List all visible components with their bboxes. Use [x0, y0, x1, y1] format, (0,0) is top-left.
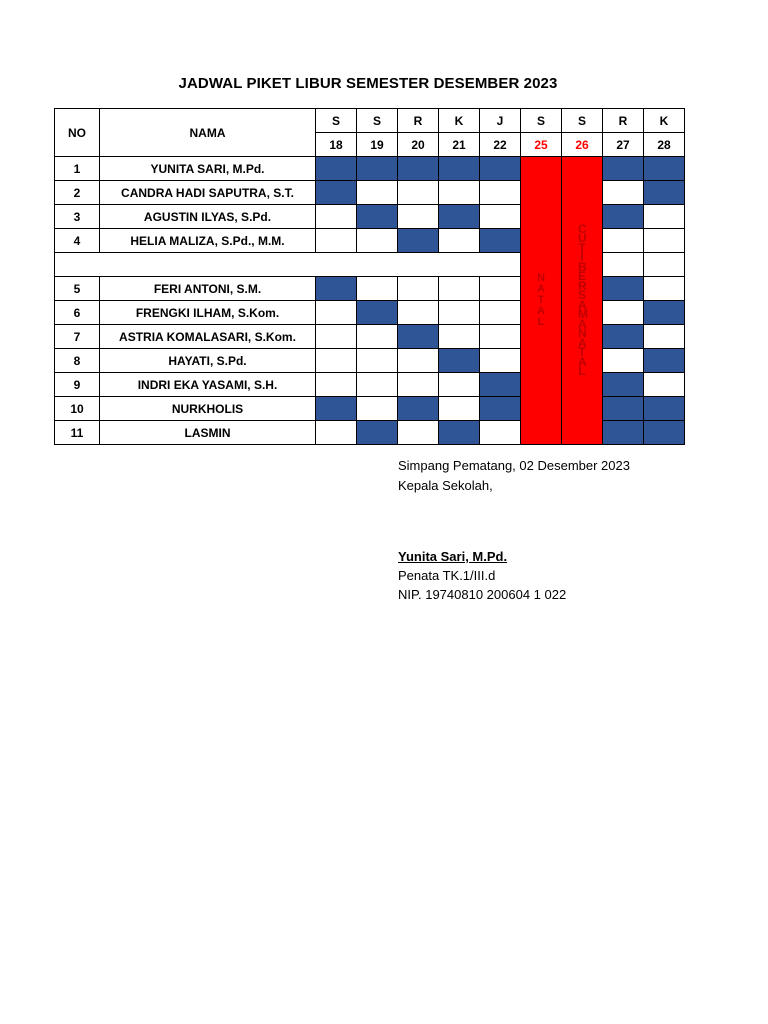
staff-name: FRENGKI ILHAM, S.Kom. [100, 301, 316, 325]
duty-cell [398, 349, 439, 373]
duty-cell [439, 229, 480, 253]
duty-cell [398, 157, 439, 181]
duty-cell [603, 181, 644, 205]
holiday-natal-cell [521, 157, 562, 445]
duty-cell [357, 205, 398, 229]
duty-cell [316, 397, 357, 421]
duty-cell [439, 181, 480, 205]
duty-cell [480, 301, 521, 325]
duty-cell [480, 349, 521, 373]
staff-name: FERI ANTONI, S.M. [100, 277, 316, 301]
staff-name: HELIA MALIZA, S.Pd., M.M. [100, 229, 316, 253]
date-header: 22 [480, 133, 521, 157]
duty-cell [480, 397, 521, 421]
date-header-holiday: 26 [562, 133, 603, 157]
duty-cell [603, 277, 644, 301]
duty-cell [439, 277, 480, 301]
row-number: 4 [55, 229, 100, 253]
date-header: 21 [439, 133, 480, 157]
duty-cell [480, 421, 521, 445]
staff-name: INDRI EKA YASAMI, S.H. [100, 373, 316, 397]
duty-cell [398, 205, 439, 229]
duty-cell [316, 421, 357, 445]
day-header: S [357, 109, 398, 133]
duty-cell [603, 253, 644, 277]
duty-cell [644, 277, 685, 301]
duty-cell [603, 397, 644, 421]
duty-cell [603, 349, 644, 373]
row-number: 8 [55, 349, 100, 373]
duty-cell [357, 277, 398, 301]
duty-cell [398, 373, 439, 397]
header-no: NO [55, 109, 100, 157]
date-header: 27 [603, 133, 644, 157]
holiday-natal-label: N A T A L [537, 272, 545, 328]
duty-cell [398, 181, 439, 205]
duty-cell [603, 157, 644, 181]
duty-cell [357, 397, 398, 421]
duty-cell [357, 373, 398, 397]
page-title: JADWAL PIKET LIBUR SEMESTER DESEMBER 2023 [178, 75, 558, 92]
duty-cell [644, 253, 685, 277]
duty-cell [316, 157, 357, 181]
duty-cell [316, 373, 357, 397]
duty-schedule-table [54, 108, 685, 445]
row-number: 9 [55, 373, 100, 397]
date-header: 28 [644, 133, 685, 157]
row-number: 3 [55, 205, 100, 229]
staff-name: YUNITA SARI, M.Pd. [100, 157, 316, 181]
duty-cell [316, 325, 357, 349]
date-header-holiday: 25 [521, 133, 562, 157]
duty-cell [644, 301, 685, 325]
duty-cell [480, 205, 521, 229]
row-number: 7 [55, 325, 100, 349]
duty-cell [644, 229, 685, 253]
staff-name: LASMIN [100, 421, 316, 445]
row-number: 6 [55, 301, 100, 325]
duty-cell [603, 373, 644, 397]
duty-cell [398, 301, 439, 325]
duty-cell [316, 205, 357, 229]
header-nama: NAMA [100, 109, 316, 157]
duty-cell [644, 205, 685, 229]
day-header: J [480, 109, 521, 133]
separator-row-cell [55, 253, 521, 277]
duty-cell [398, 229, 439, 253]
duty-cell [644, 157, 685, 181]
duty-cell [357, 301, 398, 325]
day-header: R [603, 109, 644, 133]
duty-cell [316, 181, 357, 205]
staff-name: NURKHOLIS [100, 397, 316, 421]
duty-cell [603, 229, 644, 253]
staff-name: AGUSTIN ILYAS, S.Pd. [100, 205, 316, 229]
day-header: K [644, 109, 685, 133]
duty-cell [644, 421, 685, 445]
duty-cell [603, 205, 644, 229]
duty-cell [316, 277, 357, 301]
staff-name: CANDRA HADI SAPUTRA, S.T. [100, 181, 316, 205]
duty-cell [603, 325, 644, 349]
row-number: 10 [55, 397, 100, 421]
day-header: K [439, 109, 480, 133]
row-number: 2 [55, 181, 100, 205]
duty-cell [398, 421, 439, 445]
duty-cell [398, 397, 439, 421]
duty-cell [316, 229, 357, 253]
duty-cell [439, 205, 480, 229]
duty-cell [603, 421, 644, 445]
duty-cell [480, 181, 521, 205]
duty-cell [439, 373, 480, 397]
holiday-cuti-bersama-label: C U T I B E R S A M A N A T A L [578, 221, 597, 378]
duty-cell [316, 349, 357, 373]
duty-cell [439, 349, 480, 373]
duty-cell [480, 373, 521, 397]
staff-name: ASTRIA KOMALASARI, S.Kom. [100, 325, 316, 349]
staff-name: HAYATI, S.Pd. [100, 349, 316, 373]
duty-cell [357, 325, 398, 349]
signature-position: Kepala Sekolah, [398, 478, 493, 493]
duty-cell [439, 157, 480, 181]
duty-cell [480, 277, 521, 301]
duty-cell [439, 325, 480, 349]
duty-cell [357, 349, 398, 373]
row-number: 5 [55, 277, 100, 301]
duty-cell [644, 373, 685, 397]
duty-cell [439, 301, 480, 325]
holiday-cuti-bersama-cell [562, 157, 603, 445]
duty-cell [603, 301, 644, 325]
duty-cell [357, 157, 398, 181]
duty-cell [398, 277, 439, 301]
signature-nip: NIP. 19740810 200604 1 022 [398, 587, 567, 602]
row-number: 11 [55, 421, 100, 445]
duty-cell [439, 421, 480, 445]
day-header: S [562, 109, 603, 133]
table-row [55, 157, 685, 181]
day-header: S [521, 109, 562, 133]
duty-cell [644, 325, 685, 349]
day-header: S [316, 109, 357, 133]
duty-cell [357, 421, 398, 445]
signature-name: Yunita Sari, M.Pd. [398, 549, 508, 564]
signature-rank: Penata TK.1/III.d [398, 568, 496, 583]
date-header: 18 [316, 133, 357, 157]
duty-cell [439, 397, 480, 421]
duty-cell [480, 157, 521, 181]
header-row-days [55, 109, 685, 133]
duty-cell [357, 229, 398, 253]
day-header: R [398, 109, 439, 133]
duty-cell [316, 301, 357, 325]
date-header: 19 [357, 133, 398, 157]
date-header: 20 [398, 133, 439, 157]
duty-cell [480, 325, 521, 349]
row-number: 1 [55, 157, 100, 181]
duty-cell [644, 397, 685, 421]
duty-cell [480, 229, 521, 253]
duty-cell [644, 181, 685, 205]
duty-cell [644, 349, 685, 373]
duty-cell [357, 181, 398, 205]
duty-cell [398, 325, 439, 349]
signature-place-date: Simpang Pematang, 02 Desember 2023 [398, 458, 630, 473]
